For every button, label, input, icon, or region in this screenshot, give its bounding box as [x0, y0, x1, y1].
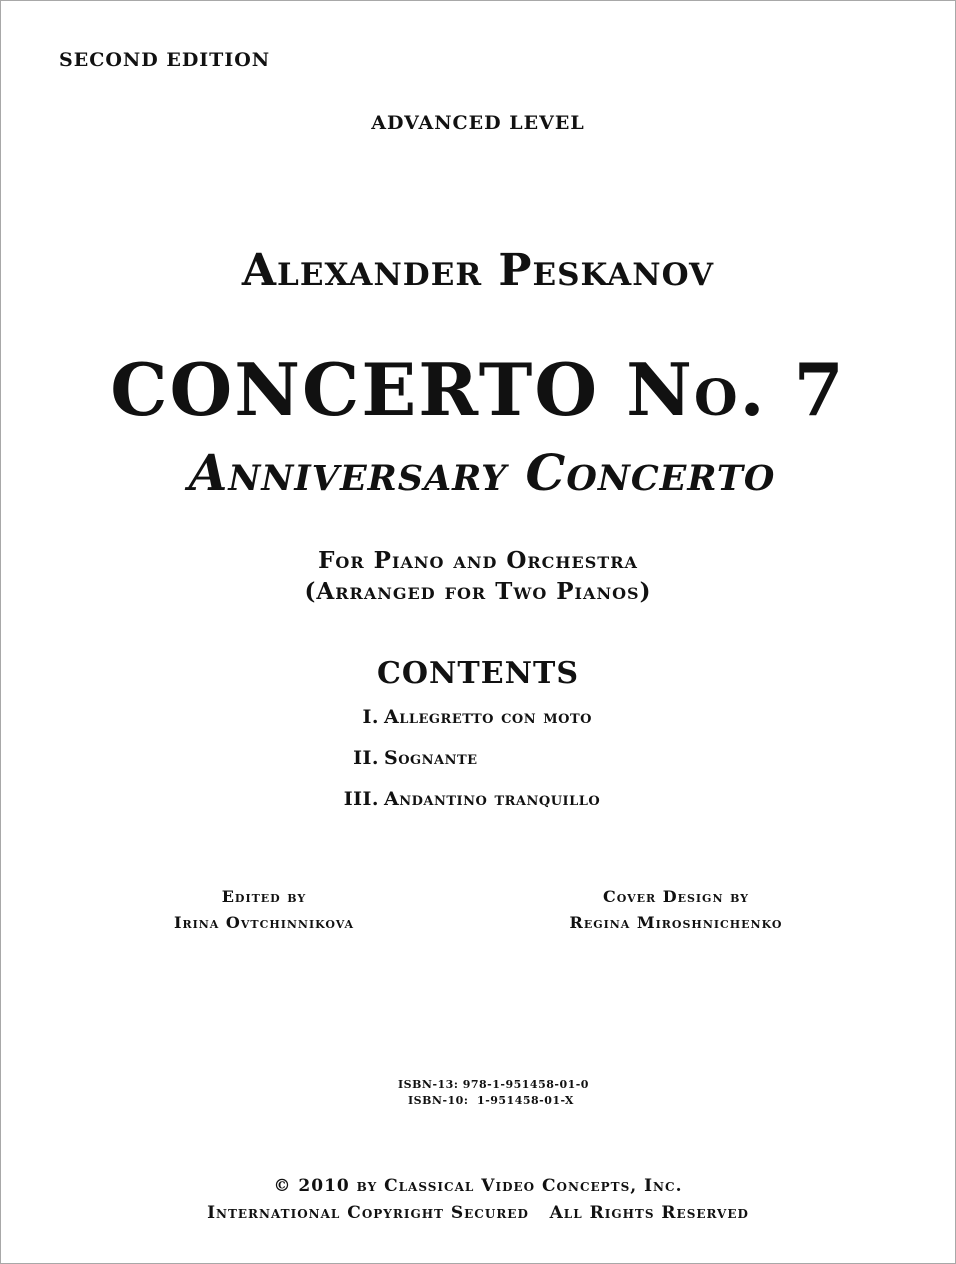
movement-item [309, 747, 478, 769]
editor-label: Edited by [221, 887, 307, 906]
editor-name: Irina Ovtchinnikova [173, 913, 354, 932]
cover-designer-label: Cover Design by [602, 887, 750, 906]
movement-number: II. [353, 747, 379, 769]
contents-heading: CONTENTS [376, 656, 580, 691]
isbn-10: ISBN-10: 1-951458-01-X [408, 1094, 574, 1107]
instrumentation-line-2: (Arranged for Two Pianos) [304, 578, 652, 605]
movement-item [309, 706, 592, 728]
movement-number: III. [343, 788, 379, 810]
rights-notice: International Copyright Secured All Rights Reserved [207, 1203, 749, 1223]
movement-title: Allegretto con moto [384, 706, 592, 728]
cover-designer-name: Regina Miroshnichenko [569, 913, 783, 932]
movement-item [309, 788, 600, 810]
isbn-13: ISBN-13: 978-1-951458-01-0 [398, 1078, 589, 1091]
edition-label: SECOND EDITION [59, 49, 271, 71]
level-label: ADVANCED LEVEL [371, 112, 585, 134]
work-subtitle: Anniversary Concerto [188, 443, 776, 502]
work-title: CONCERTO No. 7 [110, 347, 846, 432]
copyright-notice: © 2010 by Classical Video Concepts, Inc. [273, 1176, 683, 1196]
instrumentation-line-1: For Piano and Orchestra [318, 547, 638, 574]
movement-number: I. [362, 706, 379, 728]
composer-name: Alexander Peskanov [241, 245, 715, 296]
movement-title: Andantino tranquillo [384, 788, 601, 810]
movement-title: Sognante [384, 747, 478, 769]
